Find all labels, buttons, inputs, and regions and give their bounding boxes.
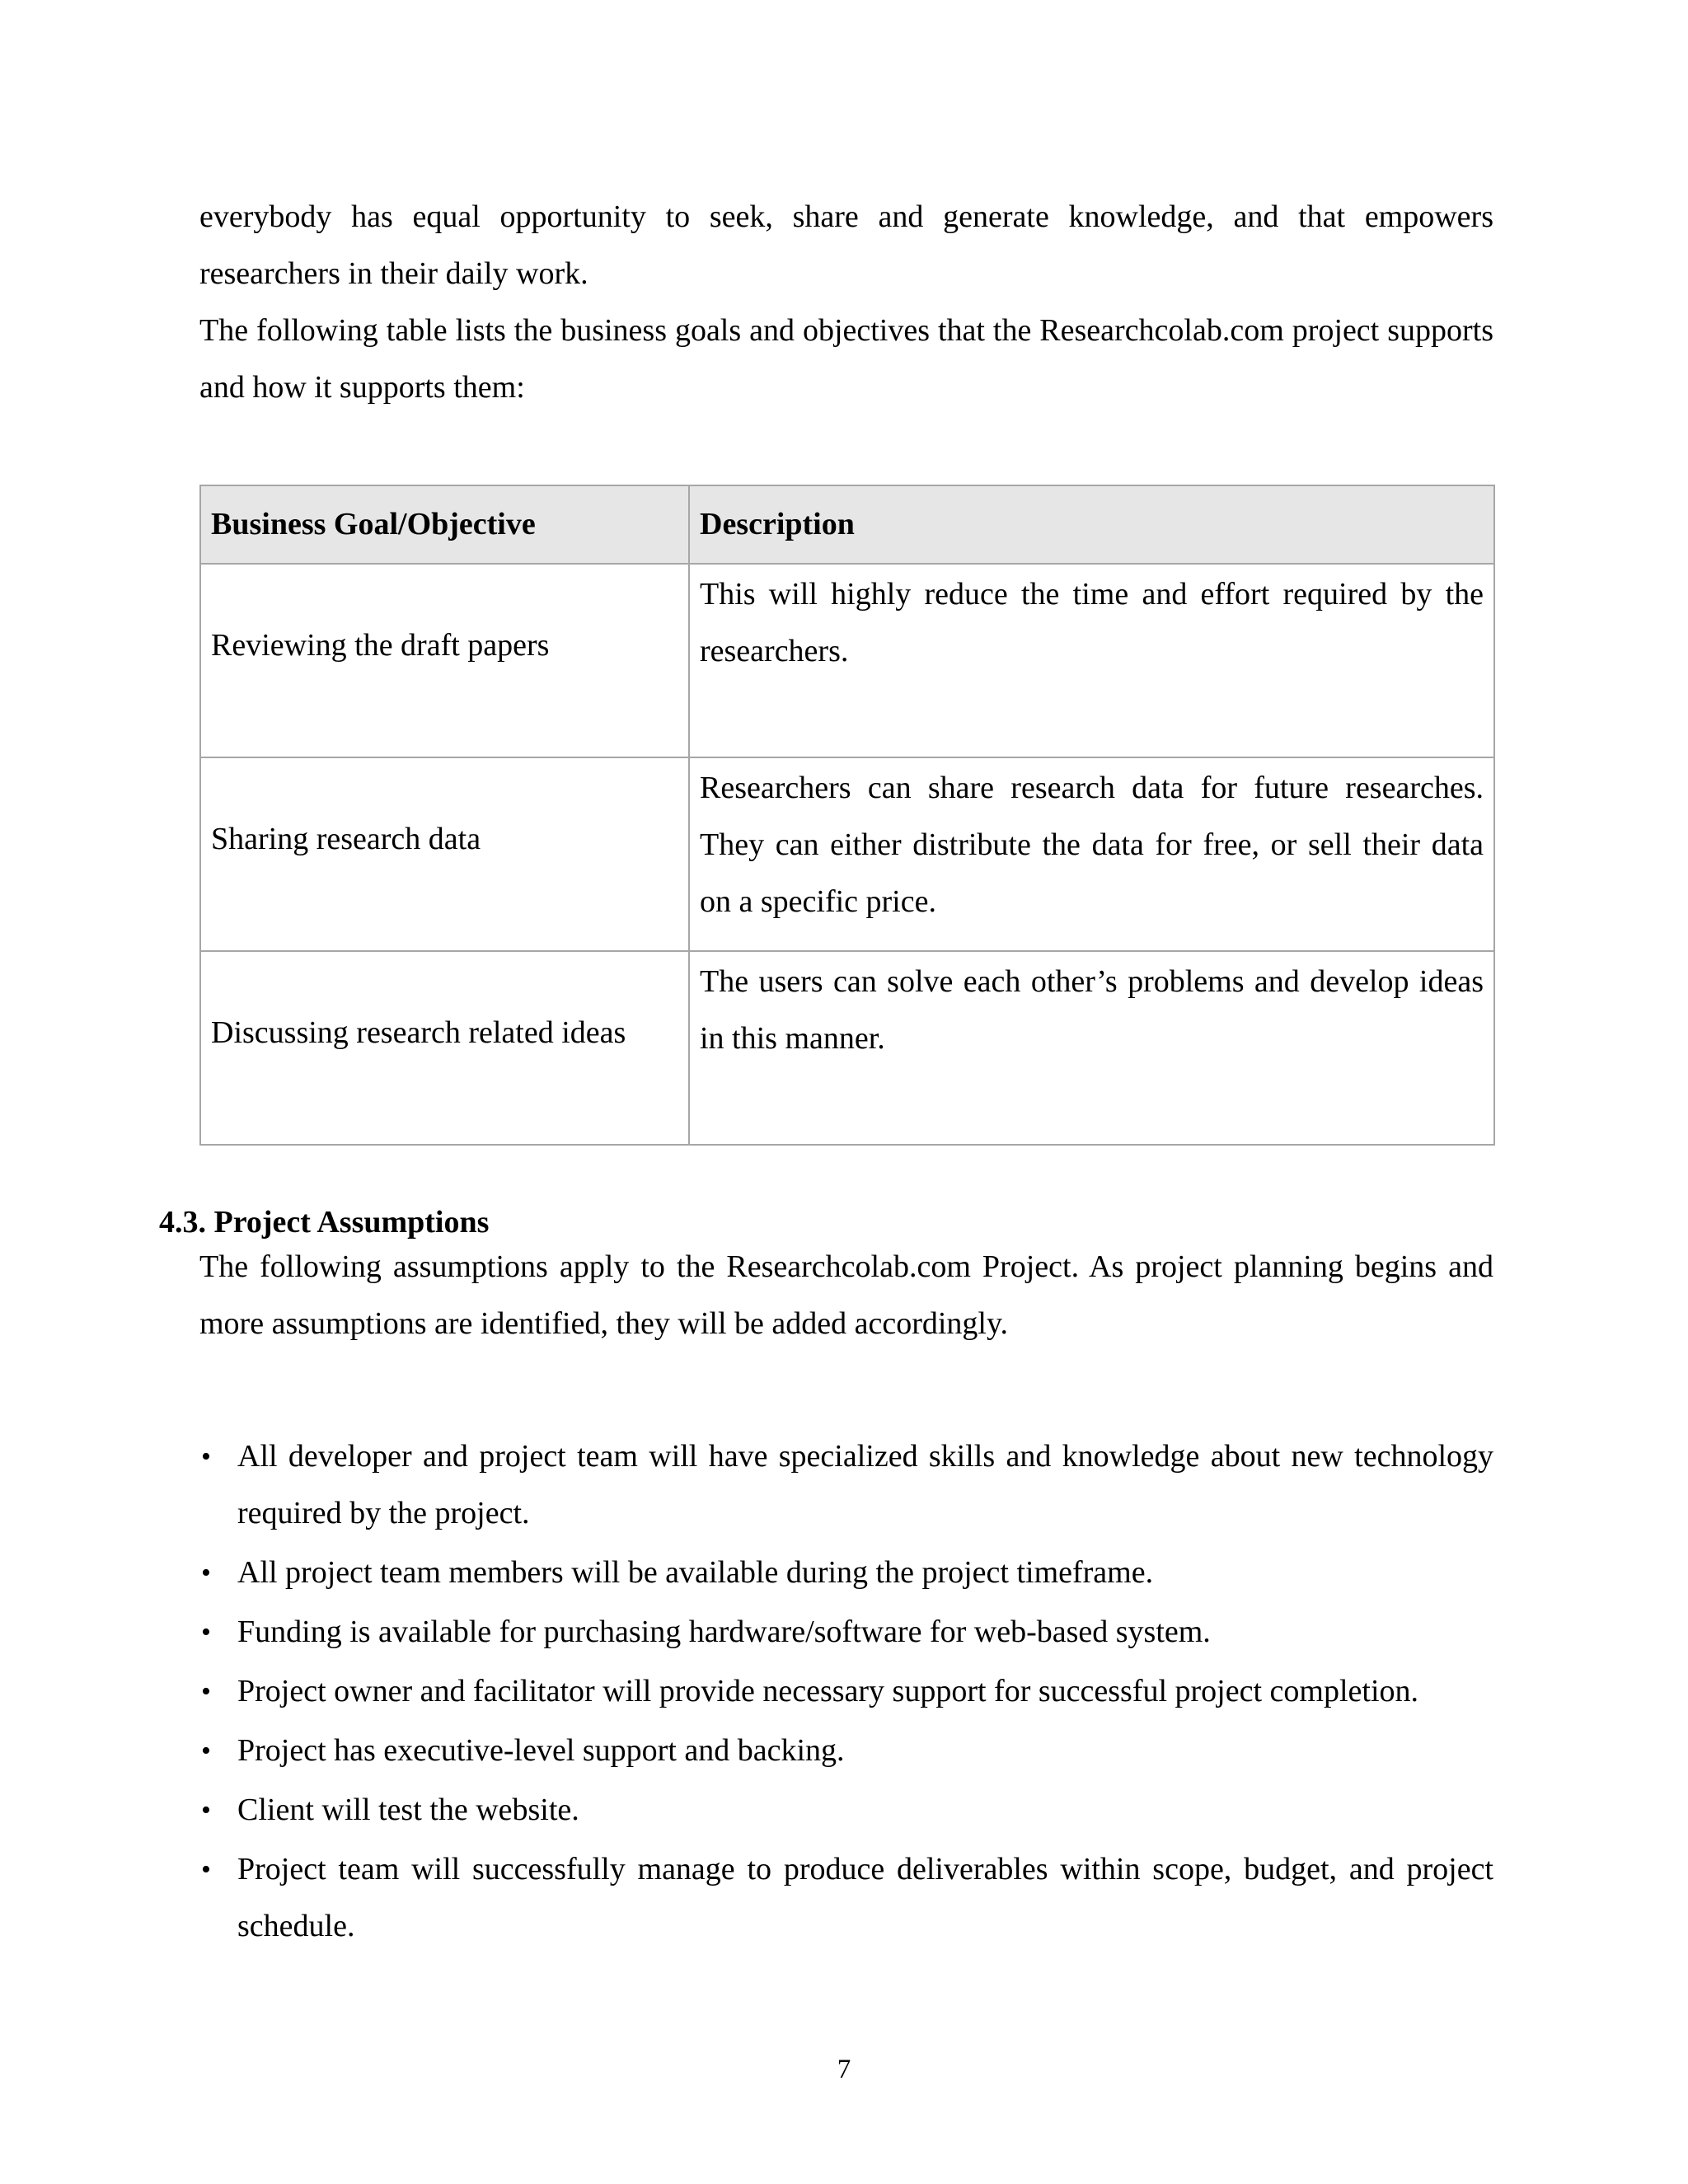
list-item (199, 1663, 1493, 1720)
bullet-icon: • (201, 1795, 211, 1825)
list-item-text: Funding is available for purchasing hardware/software for web-based system. (237, 1615, 1211, 1649)
section-heading-project-assumptions: 4.3. Project Assumptions (159, 1205, 490, 1240)
table-row (200, 951, 1494, 1145)
assumptions-list (199, 1428, 1493, 1957)
table-header-row (200, 485, 1494, 564)
bullet-icon: • (201, 1736, 211, 1766)
page-number: 7 (837, 2055, 851, 2084)
description-cell: Researchers can share research data for future researches. They can either distribute the data for free, or sell their data on a specific price. (689, 757, 1494, 951)
bullet-icon: • (201, 1558, 211, 1588)
list-item (199, 1604, 1493, 1661)
table-row (200, 757, 1494, 951)
list-item (199, 1544, 1493, 1601)
list-item-text: Client will test the website. (237, 1793, 579, 1827)
goal-cell: Reviewing the draft papers (200, 564, 689, 757)
list-item-text: Project has executive-level support and backing. (237, 1733, 845, 1768)
header-business-goal: Business Goal/Objective (200, 485, 689, 564)
list-item (199, 1841, 1493, 1955)
list-item-text: All project team members will be available during the project timeframe. (237, 1555, 1154, 1590)
business-goals-table (199, 485, 1495, 1146)
header-description: Description (689, 485, 1494, 564)
intro-paragraph-1: everybody has equal opportunity to seek, share and generate knowledge, and that empowers researchers in their daily work. (199, 199, 1493, 291)
list-item (199, 1782, 1493, 1839)
goal-cell: Sharing research data (200, 757, 689, 951)
list-item-text: Project team will successfully manage to produce deliverables within scope, budget, and project schedule. (237, 1852, 1493, 1943)
bullet-icon: • (201, 1441, 211, 1472)
assumptions-intro-paragraph: The following assumptions apply to the Researchcolab.com Project. As project planning begins and more assumptions are identified, they will be added accordingly. (199, 1249, 1493, 1341)
list-item-text: All developer and project team will have specialized skills and knowledge about new technology required by the project. (237, 1439, 1493, 1530)
list-item (199, 1428, 1493, 1542)
goal-cell: Discussing research related ideas (200, 951, 689, 1145)
description-cell: The users can solve each other’s problems and develop ideas in this manner. (689, 951, 1494, 1145)
description-cell: This will highly reduce the time and effort required by the researchers. (689, 564, 1494, 757)
intro-paragraph-2: The following table lists the business goals and objectives that the Researchcolab.com project supports and how it supports them: (199, 313, 1493, 405)
bullet-icon: • (201, 1617, 211, 1647)
bullet-icon: • (201, 1676, 211, 1707)
bullet-icon: • (201, 1854, 211, 1885)
list-item-text: Project owner and facilitator will provide necessary support for successful project completion. (237, 1674, 1418, 1708)
list-item (199, 1722, 1493, 1779)
table-row (200, 564, 1494, 757)
